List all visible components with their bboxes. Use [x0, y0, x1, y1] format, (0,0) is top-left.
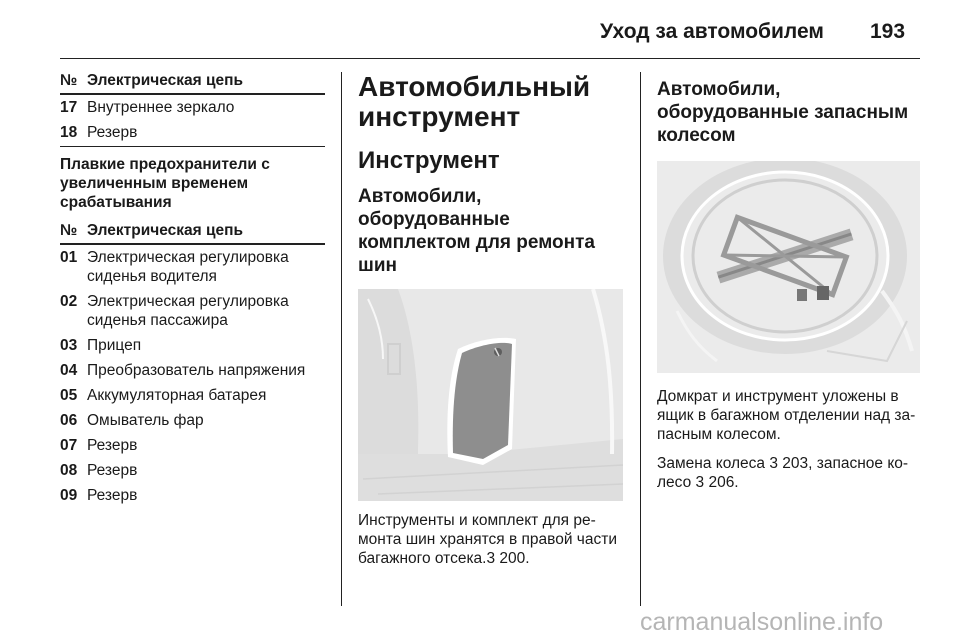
watermark: carmanualsonline.info — [640, 608, 884, 636]
fuse-number: 04 — [60, 362, 78, 379]
spare-wheel-column — [657, 72, 922, 492]
page-ref-icon: 3 — [486, 550, 496, 567]
table-row — [60, 358, 325, 383]
section-title: Автомобильный инструмент — [358, 71, 591, 132]
section-heading: Инструмент — [358, 147, 500, 174]
fuse-circuit: Электрическая регулировка сиденья пассажира — [87, 293, 289, 329]
table-row — [60, 333, 325, 358]
table-header — [60, 72, 325, 95]
figure-caption — [358, 511, 623, 568]
caption-text: Инструменты и комплект для ре-монта шин хранятся в правой части багажного отсека. — [358, 512, 617, 567]
instruction-text: Домкрат и инструмент уложены в ящик в багажном отделении над за-пасным колесом. — [657, 388, 916, 443]
fuse-number: 07 — [60, 437, 78, 454]
table-row — [60, 458, 325, 483]
fuse-number: 18 — [60, 124, 78, 141]
table-row — [60, 483, 325, 508]
section-subheading: Автомобили, оборудованные запасным колесом — [657, 79, 909, 146]
page-ref-icon: 3 — [769, 455, 778, 472]
fuse-circuit: Резерв — [87, 437, 138, 454]
table-header — [60, 222, 325, 245]
fuse-number: 05 — [60, 387, 78, 404]
spare-wheel-illustration-svg — [657, 161, 920, 373]
column-divider — [640, 72, 641, 606]
fuse-number: 08 — [60, 462, 78, 479]
text-part: 206. — [704, 474, 739, 491]
text-part: Замена колеса — [657, 455, 770, 472]
text-part: 203, запасное ко-лесо — [657, 455, 909, 491]
table-row — [60, 408, 325, 433]
column-header-circuit: Электрическая цепь — [87, 222, 244, 239]
fuse-table-2 — [60, 222, 325, 508]
page-number: 193 — [870, 20, 906, 43]
fuse-circuit: Аккумуляторная батарея — [87, 387, 267, 404]
fuse-circuit: Резерв — [87, 124, 138, 141]
spare-wheel-illustration — [657, 161, 920, 373]
cross-reference-text — [657, 454, 922, 492]
section-subheading: Плавкие предохранители с увеличенным временем срабатывания — [60, 156, 270, 211]
header-rule — [60, 58, 920, 59]
fuse-circuit: Внутреннее зеркало — [87, 99, 235, 116]
table-row — [60, 120, 325, 147]
header-title: Уход за автомобилем — [600, 20, 824, 43]
trunk-illustration-svg — [358, 289, 623, 501]
table-row — [60, 245, 325, 289]
fuse-number: 01 — [60, 249, 78, 266]
table-row — [60, 289, 325, 333]
table-row — [60, 95, 325, 120]
fuse-number: 09 — [60, 487, 78, 504]
fuse-circuit: Резерв — [87, 462, 138, 479]
column-header-no: № — [60, 222, 78, 239]
vehicle-tools-column — [358, 72, 623, 568]
fuse-circuit: Омыватель фар — [87, 412, 204, 429]
fuse-number: 17 — [60, 99, 78, 116]
fuse-circuit: Преобразователь напряжения — [87, 362, 306, 379]
table-row — [60, 383, 325, 408]
column-divider — [341, 72, 342, 606]
column-header-no: № — [60, 72, 78, 89]
fuse-table-1 — [60, 72, 325, 147]
page-ref-icon: 3 — [695, 474, 705, 491]
fuse-circuit: Резерв — [87, 487, 138, 504]
fuse-circuit: Электрическая регулировка сиденья водителя — [87, 249, 289, 285]
section-subheading: Автомобили, оборудованные комплектом для ремонта шин — [358, 186, 595, 276]
column-header-circuit: Электрическая цепь — [87, 72, 244, 89]
fuse-number: 03 — [60, 337, 78, 354]
fuse-number: 02 — [60, 293, 78, 310]
table-row — [60, 433, 325, 458]
page-ref: 200. — [495, 550, 530, 567]
fuse-tables-column — [60, 72, 325, 508]
trunk-compartment-illustration — [358, 289, 623, 501]
fuse-number: 06 — [60, 412, 78, 429]
fuse-circuit: Прицеп — [87, 337, 142, 354]
